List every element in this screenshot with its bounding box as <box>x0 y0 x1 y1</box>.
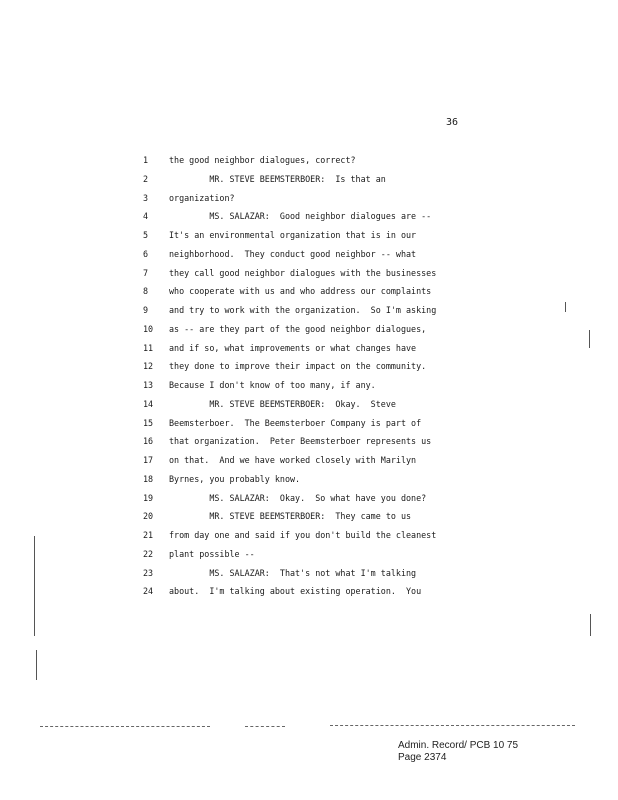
line-text: and if so, what improvements or what changes have <box>169 342 417 353</box>
line-text: Because I don't know of too many, if any. <box>169 380 376 390</box>
scan-dash-line-3 <box>330 725 575 726</box>
scan-dash-line <box>40 726 210 727</box>
line-number: 4 <box>143 211 149 222</box>
line-number: 24 <box>143 586 154 597</box>
scan-mark-right-3 <box>565 302 566 312</box>
line-number: 10 <box>143 323 154 334</box>
line-number: 12 <box>143 361 154 372</box>
admin-record-stamp <box>398 740 518 764</box>
line-text: MR. STEVE BEEMSTERBOER: Okay. Steve <box>169 398 396 409</box>
line-number: 6 <box>143 248 149 259</box>
line-text: It's an environmental organization that is in our <box>169 230 417 240</box>
line-number: 3 <box>143 192 149 203</box>
line-number: 1 <box>143 155 149 165</box>
line-text: Beemsterboer. The Beemsterboer Company is part of <box>169 417 422 428</box>
line-text: that organization. Peter Beemsterboer represents us <box>169 436 432 447</box>
line-text: organization? <box>169 192 235 203</box>
line-text: and try to work with the organization. So I'm asking <box>169 305 437 315</box>
line-number: 13 <box>143 380 154 390</box>
line-number: 17 <box>143 455 154 465</box>
line-text: as -- are they part of the good neighbor dialogues, <box>169 323 427 334</box>
line-text: about. I'm talking about existing operation. You <box>169 586 422 597</box>
line-text: they call good neighbor dialogues with the businesses <box>169 267 437 278</box>
line-text: Byrnes, you probably know. <box>169 473 301 484</box>
scan-mark-left-2 <box>36 650 37 680</box>
line-text: MS. SALAZAR: Okay. So what have you done? <box>169 492 427 503</box>
line-text: MS. SALAZAR: Good neighbor dialogues are -- <box>169 211 432 222</box>
line-number: 22 <box>143 548 154 559</box>
line-number: 2 <box>143 173 149 184</box>
page-number: 36 <box>446 117 459 128</box>
line-text: MS. SALAZAR: That's not what I'm talking <box>169 567 417 578</box>
scan-mark-right-2 <box>590 614 591 636</box>
stamp-record-label: Admin. Record/ PCB 10 75 <box>398 740 519 751</box>
line-number: 21 <box>143 530 154 540</box>
line-number: 20 <box>143 511 154 522</box>
line-text: MR. STEVE BEEMSTERBOER: Is that an <box>169 173 386 184</box>
line-text: MR. STEVE BEEMSTERBOER: They came to us <box>169 511 412 522</box>
line-number: 8 <box>143 286 149 297</box>
line-number: 16 <box>143 436 154 447</box>
line-number: 9 <box>143 305 149 315</box>
scan-dash-line-2 <box>245 726 285 727</box>
line-text: on that. And we have worked closely with Marilyn <box>169 455 417 465</box>
line-number: 14 <box>143 398 154 409</box>
line-text: the good neighbor dialogues, correct? <box>169 155 356 165</box>
line-number: 7 <box>143 267 149 278</box>
line-text: from day one and said if you don't build the cleanest <box>169 530 437 540</box>
line-text: who cooperate with us and who address our complaints <box>169 286 432 297</box>
stamp-page-label: Page 2374 <box>398 752 447 763</box>
line-text: plant possible -- <box>169 548 255 559</box>
line-number: 18 <box>143 473 154 484</box>
line-number: 5 <box>143 230 149 240</box>
scan-mark-left <box>34 536 35 636</box>
line-text: they done to improve their impact on the community. <box>169 361 427 372</box>
line-number: 15 <box>143 417 154 428</box>
line-number: 23 <box>143 567 154 578</box>
line-number: 19 <box>143 492 154 503</box>
line-text: neighborhood. They conduct good neighbor -- what <box>169 248 417 259</box>
line-number: 11 <box>143 342 154 353</box>
scan-mark-right <box>589 330 590 348</box>
